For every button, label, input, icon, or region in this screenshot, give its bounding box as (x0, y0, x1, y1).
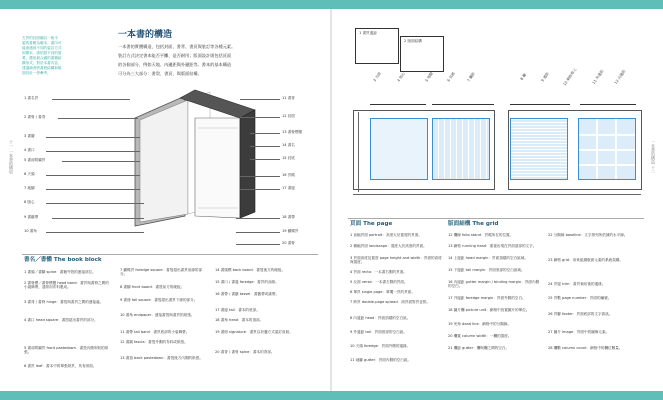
book-block (195, 118, 240, 218)
page-section-heading: 頁面 The page (350, 221, 393, 227)
sidebar-line: 能會遇到不同的裝訂方式 (22, 46, 62, 50)
legend-text: 書頁邊距 (362, 31, 377, 35)
glossary-entry: 4 頁面 recto：一本書右側的頁面。 (350, 270, 407, 274)
intro-line: 一本書的實體構造，包括封面、書背、書頁與裝訂等各種元素。 (118, 44, 236, 49)
sidebar-line: 和開本，請依照不同的需 (22, 51, 62, 55)
glossary-entry: 28 欄數 column count：網格中的欄位數量。 (548, 346, 623, 350)
glossary-entry: 10 天頭 foredge：頁面外側的邊緣。 (350, 344, 411, 348)
callout-label: 8 版心 (24, 200, 35, 204)
callout-label: 19 蝴蝶頁 (282, 229, 299, 233)
glossary-entry: 26 頁腳 footer：頁面底部的文字資訊。 (548, 312, 613, 316)
glossary-entry: 19 書冊 signature：書頁以折疊方式裝訂成冊。 (215, 330, 293, 334)
section-rule (348, 218, 644, 219)
callout-label: 11 書背 (282, 96, 295, 100)
diagram-label: 10 網格單元 (562, 67, 578, 87)
book-illustration (120, 88, 260, 228)
legend-num: 2 (404, 39, 407, 43)
legend-label (359, 31, 377, 35)
callout-line (46, 189, 140, 190)
book-spine (240, 110, 255, 218)
sidebar-line: 面設計一併參考。 (22, 71, 51, 75)
glossary-entry: 14 上邊距 head margin：頁面頂端的空白區域。 (448, 256, 528, 260)
legend-label (404, 39, 422, 43)
diagram-label: 11 外邊距 (591, 69, 605, 85)
intro-line: 裝訂方式決定書本能否平攤、是否耐用；版面設計則包括頁面 (118, 53, 232, 58)
glossary-entry: 17 外邊距 foredge margin：頁面外側的空白。 (448, 296, 526, 300)
dimension-line (353, 194, 641, 195)
callout-line (52, 99, 130, 100)
glossary-entry: 14 書頭標 back board：書殼後方的硬板。 (215, 268, 286, 272)
top-color-band (0, 0, 663, 9)
sidebar-line: 左頁的封面圖以一般平 (22, 36, 58, 40)
callout-label: 1 書名頁 (24, 96, 39, 100)
glossary-entry: 20 欄寬 column width：一欄的寬度。 (448, 334, 512, 338)
diagram-label: 6 頁碼 (446, 71, 456, 83)
glossary-entry: 12 書襯 fascia：書殼外側的布料或紙張。 (120, 340, 188, 344)
glossary-entry: 8 內邊距 head：頁面頂端的空白區。 (350, 316, 411, 320)
glossary-entry: 20 書背 / 書脊 spine：書本的背部。 (215, 350, 275, 354)
callout-line (46, 232, 144, 233)
callout-line (240, 99, 280, 100)
right-folio: 一本書的構造 十二 (651, 140, 656, 174)
text-block-left (370, 118, 428, 180)
callout-label: 20 書脊 (282, 241, 295, 245)
section-rule (22, 254, 318, 255)
modular-grid (578, 118, 636, 180)
glossary-entry: 13 書頂 back pastedown：書殼後方內側的紙張。 (120, 356, 203, 360)
glossary-entry: 25 頁數 page number：頁面的編號。 (548, 296, 612, 300)
glossary-entry: 2 書脊標／書脊標題 head band：書頁與書脊之間的小裝飾帶，通常用布料製成。 (24, 281, 109, 290)
intro-line: 可分為三大部分：書殼、書頁、與版面結構。 (118, 71, 202, 76)
glossary-entry: 3 頁面高度及寬度 page height and width：頁面的高度與寬度。 (350, 256, 442, 265)
diagram-label: 7 欄距 (466, 71, 476, 83)
glossary-entry: 16 書帶 / 書籤 tassel：書籤帶或絲帶。 (215, 292, 280, 296)
callout-line (250, 159, 280, 160)
glossary-entry: 21 欄距 gutter：欄與欄之間的空白。 (448, 346, 510, 350)
callout-line (46, 203, 144, 204)
callout-label: 10 書角 (24, 229, 37, 233)
glossary-entry: 1 書頭／書腳 spine：書籍外殼的連接部位。 (24, 270, 96, 274)
sidebar-line: 要，選用最合適的書籍結 (22, 56, 62, 60)
section-heading: 書名／書體 The book block (24, 257, 102, 263)
glossary-entry: 5 書前附屬頁 front pastedown：書殼內側所貼的紙張。 (24, 346, 109, 355)
callout-label: 14 書名 (282, 143, 295, 147)
callout-line (52, 218, 144, 219)
grid-section-heading: 版面結構 The grid (448, 221, 499, 227)
book-pages-left (140, 100, 188, 222)
callout-label: 13 書脊標題 (282, 130, 303, 134)
glossary-entry: 2 橫幅頁面 landscape：寬度大於高度的頁面。 (350, 244, 427, 248)
callout-line (250, 133, 280, 134)
sidebar-line: 構形式。對於本書內容， (22, 61, 62, 65)
callout-label: 12 封面 (282, 114, 295, 118)
glossary-entry: 12 欄線 folio stand：頁碼所在的位置。 (448, 233, 514, 237)
callout-line (46, 137, 140, 138)
glossary-entry: 8 書腳 front board：書殼前方的硬板。 (120, 285, 185, 289)
callout-line (46, 175, 140, 176)
sidebar-line: 建議讀者將書冊結構和版 (22, 66, 62, 70)
glossary-entry: 7 蝴蝶頁 foredge square：書殼超出書頁前緣的部分。 (120, 268, 203, 277)
glossary-entry: 17 書邊 tail：書本的底部。 (215, 308, 260, 312)
bottom-color-band (0, 391, 663, 400)
legend-box-margin (355, 28, 399, 64)
bracket-line (580, 104, 636, 105)
callout-line (240, 117, 280, 118)
bracket-line (370, 104, 426, 105)
glossary-entry: 11 地腳 gutter：頁面內側的空白區。 (350, 358, 412, 362)
diagram-label: 3 天頭 (372, 71, 382, 83)
page-gutter (330, 9, 332, 391)
legend-box-grid (400, 36, 444, 72)
glossary-entry: 3 書背 / 書脊 hinge：書殼與書頁之間的連接處。 (24, 300, 104, 304)
glossary-entry: 16 內邊距 gutter margin / binding margin：頁面內側的空白。 (448, 280, 540, 289)
callout-line (240, 189, 280, 190)
callout-label: 4 書口 (24, 148, 35, 152)
glossary-entry: 4 書口 head square：書殼超出書頁的部分。 (24, 318, 98, 322)
callout-label: 7 地腳 (24, 186, 35, 190)
callout-line (236, 244, 280, 245)
baseline-grid (510, 118, 568, 180)
callout-label: 5 書前附屬頁 (24, 158, 46, 162)
glossary-entry: 9 外邊距 tail：頁面底部的空白區。 (350, 330, 407, 334)
glossary-entry: 22 分隔線 baseline：文字排列所依據的水平線。 (548, 233, 628, 237)
callout-line (58, 118, 138, 119)
callout-label: 2 書脊 / 書背 (24, 115, 46, 119)
glossary-entry: 15 書口 / 書邊 foredge：書頁的前緣。 (215, 280, 279, 284)
grid-columns-right (432, 118, 490, 180)
callout-line (240, 176, 280, 177)
glossary-entry: 5 反面 verso：一本書左側的頁面。 (350, 280, 408, 284)
bracket-line (510, 104, 570, 105)
glossary-entry: 24 頁邊 trim：書頁裁切後的邊緣。 (548, 282, 606, 286)
legend-num: 1 (359, 31, 362, 35)
intro-line: 的各個部分，例如天地、內邊距與外邊距等。書本的基本構造 (118, 62, 232, 67)
callout-line (236, 232, 280, 233)
glossary-entry: 19 死角 dead line：網格中的分隔線。 (448, 322, 511, 326)
callout-line (250, 146, 280, 147)
glossary-entry: 6 單頁 single page：單獨一頁的頁面。 (350, 290, 415, 294)
glossary-entry: 27 圖片 image：頁面中的圖像元素。 (548, 330, 610, 334)
callout-label: 16 頁碼 (282, 173, 295, 177)
glossary-entry: 7 跨頁 double-page spread：兩頁面對頁並排。 (350, 300, 431, 304)
callout-label: 6 天頭 (24, 172, 35, 176)
diagram-label: 4 版心 (396, 71, 406, 83)
glossary-entry: 6 書頁 leaf：書本中的單張紙頁，具有兩面。 (24, 364, 97, 368)
diagram-label: 5 地腳 (424, 71, 434, 83)
callout-line (62, 161, 140, 162)
diagram-label: 12 內邊距 (613, 69, 627, 85)
callout-label: 17 書邊 (282, 186, 295, 190)
callout-line (236, 218, 280, 219)
glossary-entry: 13 網格 running head：重複出現在頁面頂部的文字。 (448, 244, 537, 248)
glossary-entry: 18 圖片欄 picture unit：網格中放置圖片的單位。 (448, 308, 530, 312)
page-title: 一本書的構造 (118, 30, 173, 40)
bracket-line (432, 104, 494, 105)
callout-line (46, 151, 140, 152)
sidebar-line: 裝的書籍為範本。書內可 (22, 41, 62, 45)
glossary-entry: 9 書冊 fall square：書殼超出書頁下緣的部分。 (120, 298, 198, 302)
callout-label: 15 封底 (282, 156, 295, 160)
glossary-entry: 18 書角 head：書本的頂部。 (215, 318, 264, 322)
glossary-entry: 11 書帶 tail band：書頁底部的小裝飾帶。 (120, 330, 190, 334)
legend-text: 版面結構 (407, 39, 422, 43)
glossary-entry: 23 網格 grid：用來組織版面元素的系統架構。 (548, 258, 623, 262)
callout-label: 3 書腰 (24, 134, 35, 138)
callout-label: 18 書帶 (282, 215, 295, 219)
glossary-entry: 15 下邊距 tail margin：頁面底部的空白區域。 (448, 268, 525, 272)
diagram-label: 8 欄 (519, 72, 528, 82)
glossary-entry: 1 直幅頁面 portrait：高度大於寬度的頁面。 (350, 233, 422, 237)
diagram-label: 9 邊距 (540, 71, 550, 83)
left-folio: 十一 一本書的構造 (9, 140, 14, 174)
glossary-entry: 10 書角 endpaper：連接書殼與書頁的紙張。 (120, 313, 195, 317)
dimension-line (358, 112, 359, 192)
callout-label: 9 書籤帶 (24, 215, 39, 219)
